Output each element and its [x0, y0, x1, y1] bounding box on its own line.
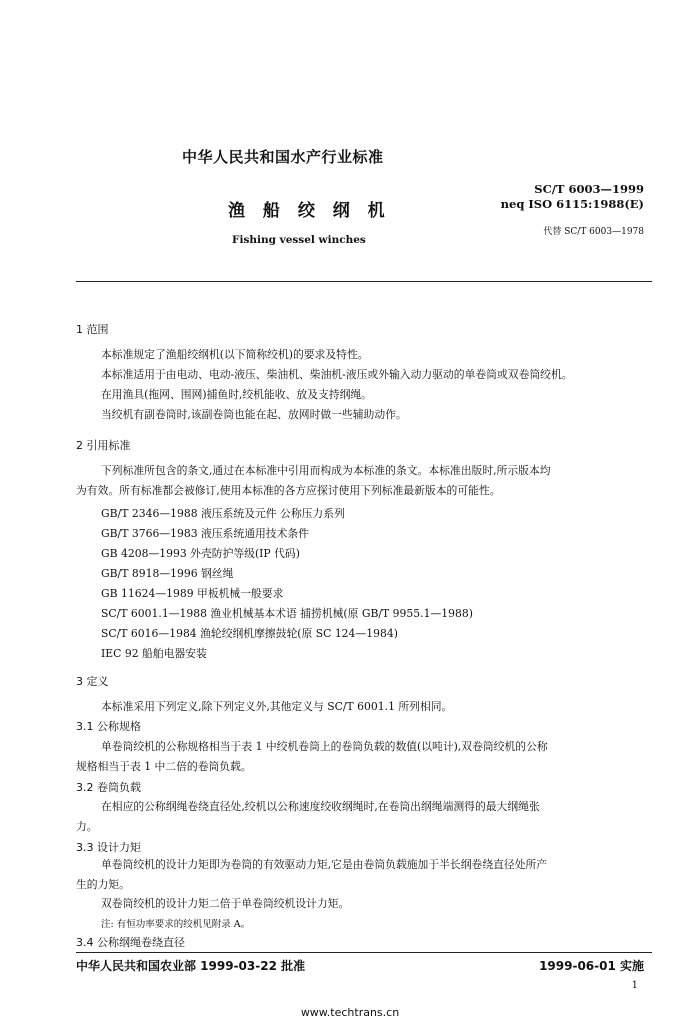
reference-standard-item: IEC 92 船舶电器安装	[101, 647, 207, 660]
reference-standard-item: SC/T 6016—1984 渔轮绞纲机摩擦鼓轮(原 SC 124—1984)	[101, 627, 398, 640]
section-2-intro-line: 下列标准所包含的条文,通过在本标准中引用而构成为本标准的条文。本标准出版时,所示版本均	[101, 464, 551, 477]
subsection-3-2-text: 力。	[76, 820, 98, 833]
issuing-body-title: 中华人民共和国水产行业标准	[182, 148, 384, 166]
reference-standard-item: GB 4208—1993 外壳防护等级(IP 代码)	[101, 547, 300, 560]
section-3-heading: 3 定义	[76, 675, 109, 688]
subsection-3-1-heading: 3.1 公称规格	[76, 720, 141, 733]
section-3-intro: 本标准采用下列定义,除下列定义外,其他定义与 SC/T 6001.1 所列相同。	[101, 700, 453, 713]
standard-title-cn: 渔 船 绞 纲 机	[228, 201, 391, 221]
subsection-3-3-text: 双卷筒绞机的设计力矩二倍于单卷筒绞机设计力矩。	[101, 897, 350, 910]
section-1-paragraph: 本标准适用于由电动、电动-液压、柴油机、柴油机-液压或外输入动力驱动的单卷筒或双卷筒绞机。	[101, 368, 573, 381]
section-2-intro-line: 为有效。所有标准都会被修订,使用本标准的各方应探讨使用下列标准最新版本的可能性。	[76, 484, 501, 497]
reference-standard-item: GB/T 8918—1996 钢丝绳	[101, 567, 234, 580]
standard-code: SC/T 6003—1999	[534, 182, 644, 196]
reference-standard-item: SC/T 6001.1—1988 渔业机械基本术语 捕捞机械(原 GB/T 9955.1—1988)	[101, 607, 473, 620]
standard-title-en: Fishing vessel winches	[232, 234, 366, 246]
subsection-3-3-text: 单卷筒绞机的设计力矩即为卷筒的有效驱动力矩,它是由卷筒负载施加于半长纲卷绕直径处所产	[101, 858, 548, 871]
approval-line: 中华人民共和国农业部 1999-03-22 批准	[76, 959, 306, 973]
standard-equivalence: neq ISO 6115:1988(E)	[500, 197, 644, 211]
section-1-paragraph: 当绞机有副卷筒时,该副卷筒也能在起、放网时做一些辅助动作。	[101, 408, 407, 421]
subsection-3-3-text: 生的力矩。	[76, 878, 130, 891]
subsection-3-1-text: 单卷筒绞机的公称规格相当于表 1 中绞机卷筒上的卷筒负载的数值(以吨计),双卷筒绞机的公称	[101, 740, 548, 753]
implementation-date: 1999-06-01 实施	[539, 959, 644, 973]
subsection-3-3-note: 注: 有恒功率要求的绞机见附录 A。	[101, 919, 251, 930]
reference-standard-item: GB/T 3766—1983 液压系统通用技术条件	[101, 527, 309, 540]
header-divider	[76, 281, 652, 282]
subsection-3-1-text: 规格相当于表 1 中二倍的卷筒负载。	[76, 760, 252, 773]
reference-standard-item: GB 11624—1989 甲板机械一般要求	[101, 587, 284, 600]
page-number: 1	[631, 980, 638, 991]
reference-standard-item: GB/T 2346—1988 液压系统及元件 公称压力系列	[101, 507, 345, 520]
footer-divider	[76, 952, 652, 953]
subsection-3-3-heading: 3.3 设计力矩	[76, 841, 141, 854]
subsection-3-2-text: 在相应的公称纲绳卷绕直径处,绞机以公称速度绞收纲绳时,在卷筒出纲绳端测得的最大纲绳张	[101, 800, 540, 813]
subsection-3-2-heading: 3.2 卷筒负载	[76, 781, 141, 794]
website-url: www.techtrans.cn	[300, 1006, 400, 1019]
section-1-paragraph: 在用渔具(拖网、围网)捕鱼时,绞机能收、放及支持纲绳。	[101, 388, 372, 401]
section-2-heading: 2 引用标准	[76, 439, 131, 452]
standard-replaces: 代替 SC/T 6003—1978	[543, 227, 644, 237]
section-1-heading: 1 范围	[76, 323, 109, 336]
subsection-3-4-heading: 3.4 公称纲绳卷绕直径	[76, 936, 185, 949]
section-1-paragraph: 本标准规定了渔船绞纲机(以下简称绞机)的要求及特性。	[101, 348, 369, 361]
